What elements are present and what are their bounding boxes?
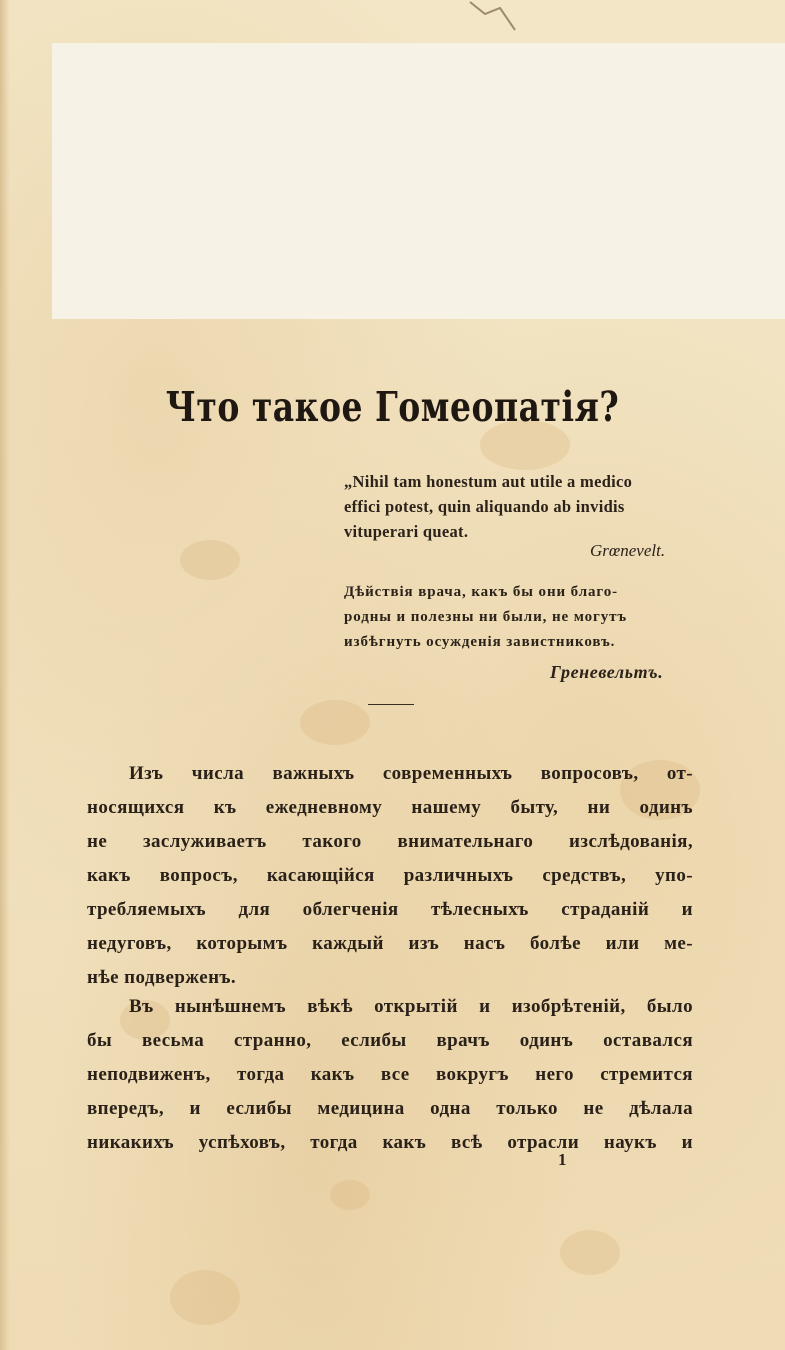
section-divider bbox=[368, 704, 414, 705]
epigraph-russian-line: родны и полезны ни были, не могутъ bbox=[344, 609, 628, 625]
text-line: никакихъ успѣховъ, тогда какъ всѣ отрасли наукъ и bbox=[87, 1132, 693, 1153]
paragraph-2 bbox=[87, 990, 693, 1160]
foxing-stain bbox=[330, 1180, 370, 1210]
paragraph-1 bbox=[87, 757, 693, 995]
epigraph-latin-line: „Nihil tam honestum aut utile a medico bbox=[344, 472, 633, 491]
text-line: не заслуживаетъ такого внимательнаго изслѣдованія, bbox=[87, 831, 693, 852]
text-line: впередъ, и еслибы медицина одна только не дѣлала bbox=[87, 1098, 693, 1119]
torn-edge-mark bbox=[460, 0, 530, 40]
epigraph-latin-author: Grœnevelt. bbox=[590, 541, 666, 560]
text-line: неподвиженъ, тогда какъ все вокругъ него стремится bbox=[87, 1064, 693, 1085]
epigraph-latin-line: effici potest, quin aliquando ab invidis bbox=[344, 497, 625, 516]
epigraph-russian bbox=[344, 580, 684, 655]
epigraph-russian-author: Греневельтъ. bbox=[550, 662, 664, 682]
text-line: бы весьма странно, еслибы врачъ одинъ оставался bbox=[87, 1030, 693, 1051]
text-line: носящихся къ ежедневному нашему быту, ни одинъ bbox=[87, 797, 693, 818]
epigraph-latin-line: vituperari queat. bbox=[344, 522, 469, 541]
text-line: Изъ числа важныхъ современныхъ вопросовъ, от- bbox=[129, 763, 693, 784]
text-line: какъ вопросъ, касающійся различныхъ средствъ, упо- bbox=[87, 865, 693, 886]
page-spine-shadow bbox=[0, 0, 10, 1350]
epigraph-russian-line: избѣгнуть осужденія завистниковъ. bbox=[344, 634, 616, 650]
epigraph-latin bbox=[344, 469, 684, 544]
foxing-stain bbox=[170, 1270, 240, 1325]
page-number: 1 bbox=[558, 1150, 567, 1169]
text-line: недуговъ, которымъ каждый изъ насъ болѣе или ме- bbox=[87, 933, 693, 954]
epigraph-russian-line: Дѣйствія врача, какъ бы они благо- bbox=[344, 584, 619, 600]
text-line: требляемыхъ для облегченія тѣлесныхъ страданій и bbox=[87, 899, 693, 920]
blank-label-area bbox=[52, 43, 785, 319]
text-line: нѣе подверженъ. bbox=[87, 967, 237, 988]
text-line: Въ нынѣшнемъ вѣкѣ открытій и изобрѣтеній, было bbox=[129, 996, 693, 1017]
foxing-stain bbox=[560, 1230, 620, 1275]
foxing-stain bbox=[180, 540, 240, 580]
page-title: Что такое Гомеопатія? bbox=[165, 382, 620, 431]
foxing-stain bbox=[300, 700, 370, 745]
